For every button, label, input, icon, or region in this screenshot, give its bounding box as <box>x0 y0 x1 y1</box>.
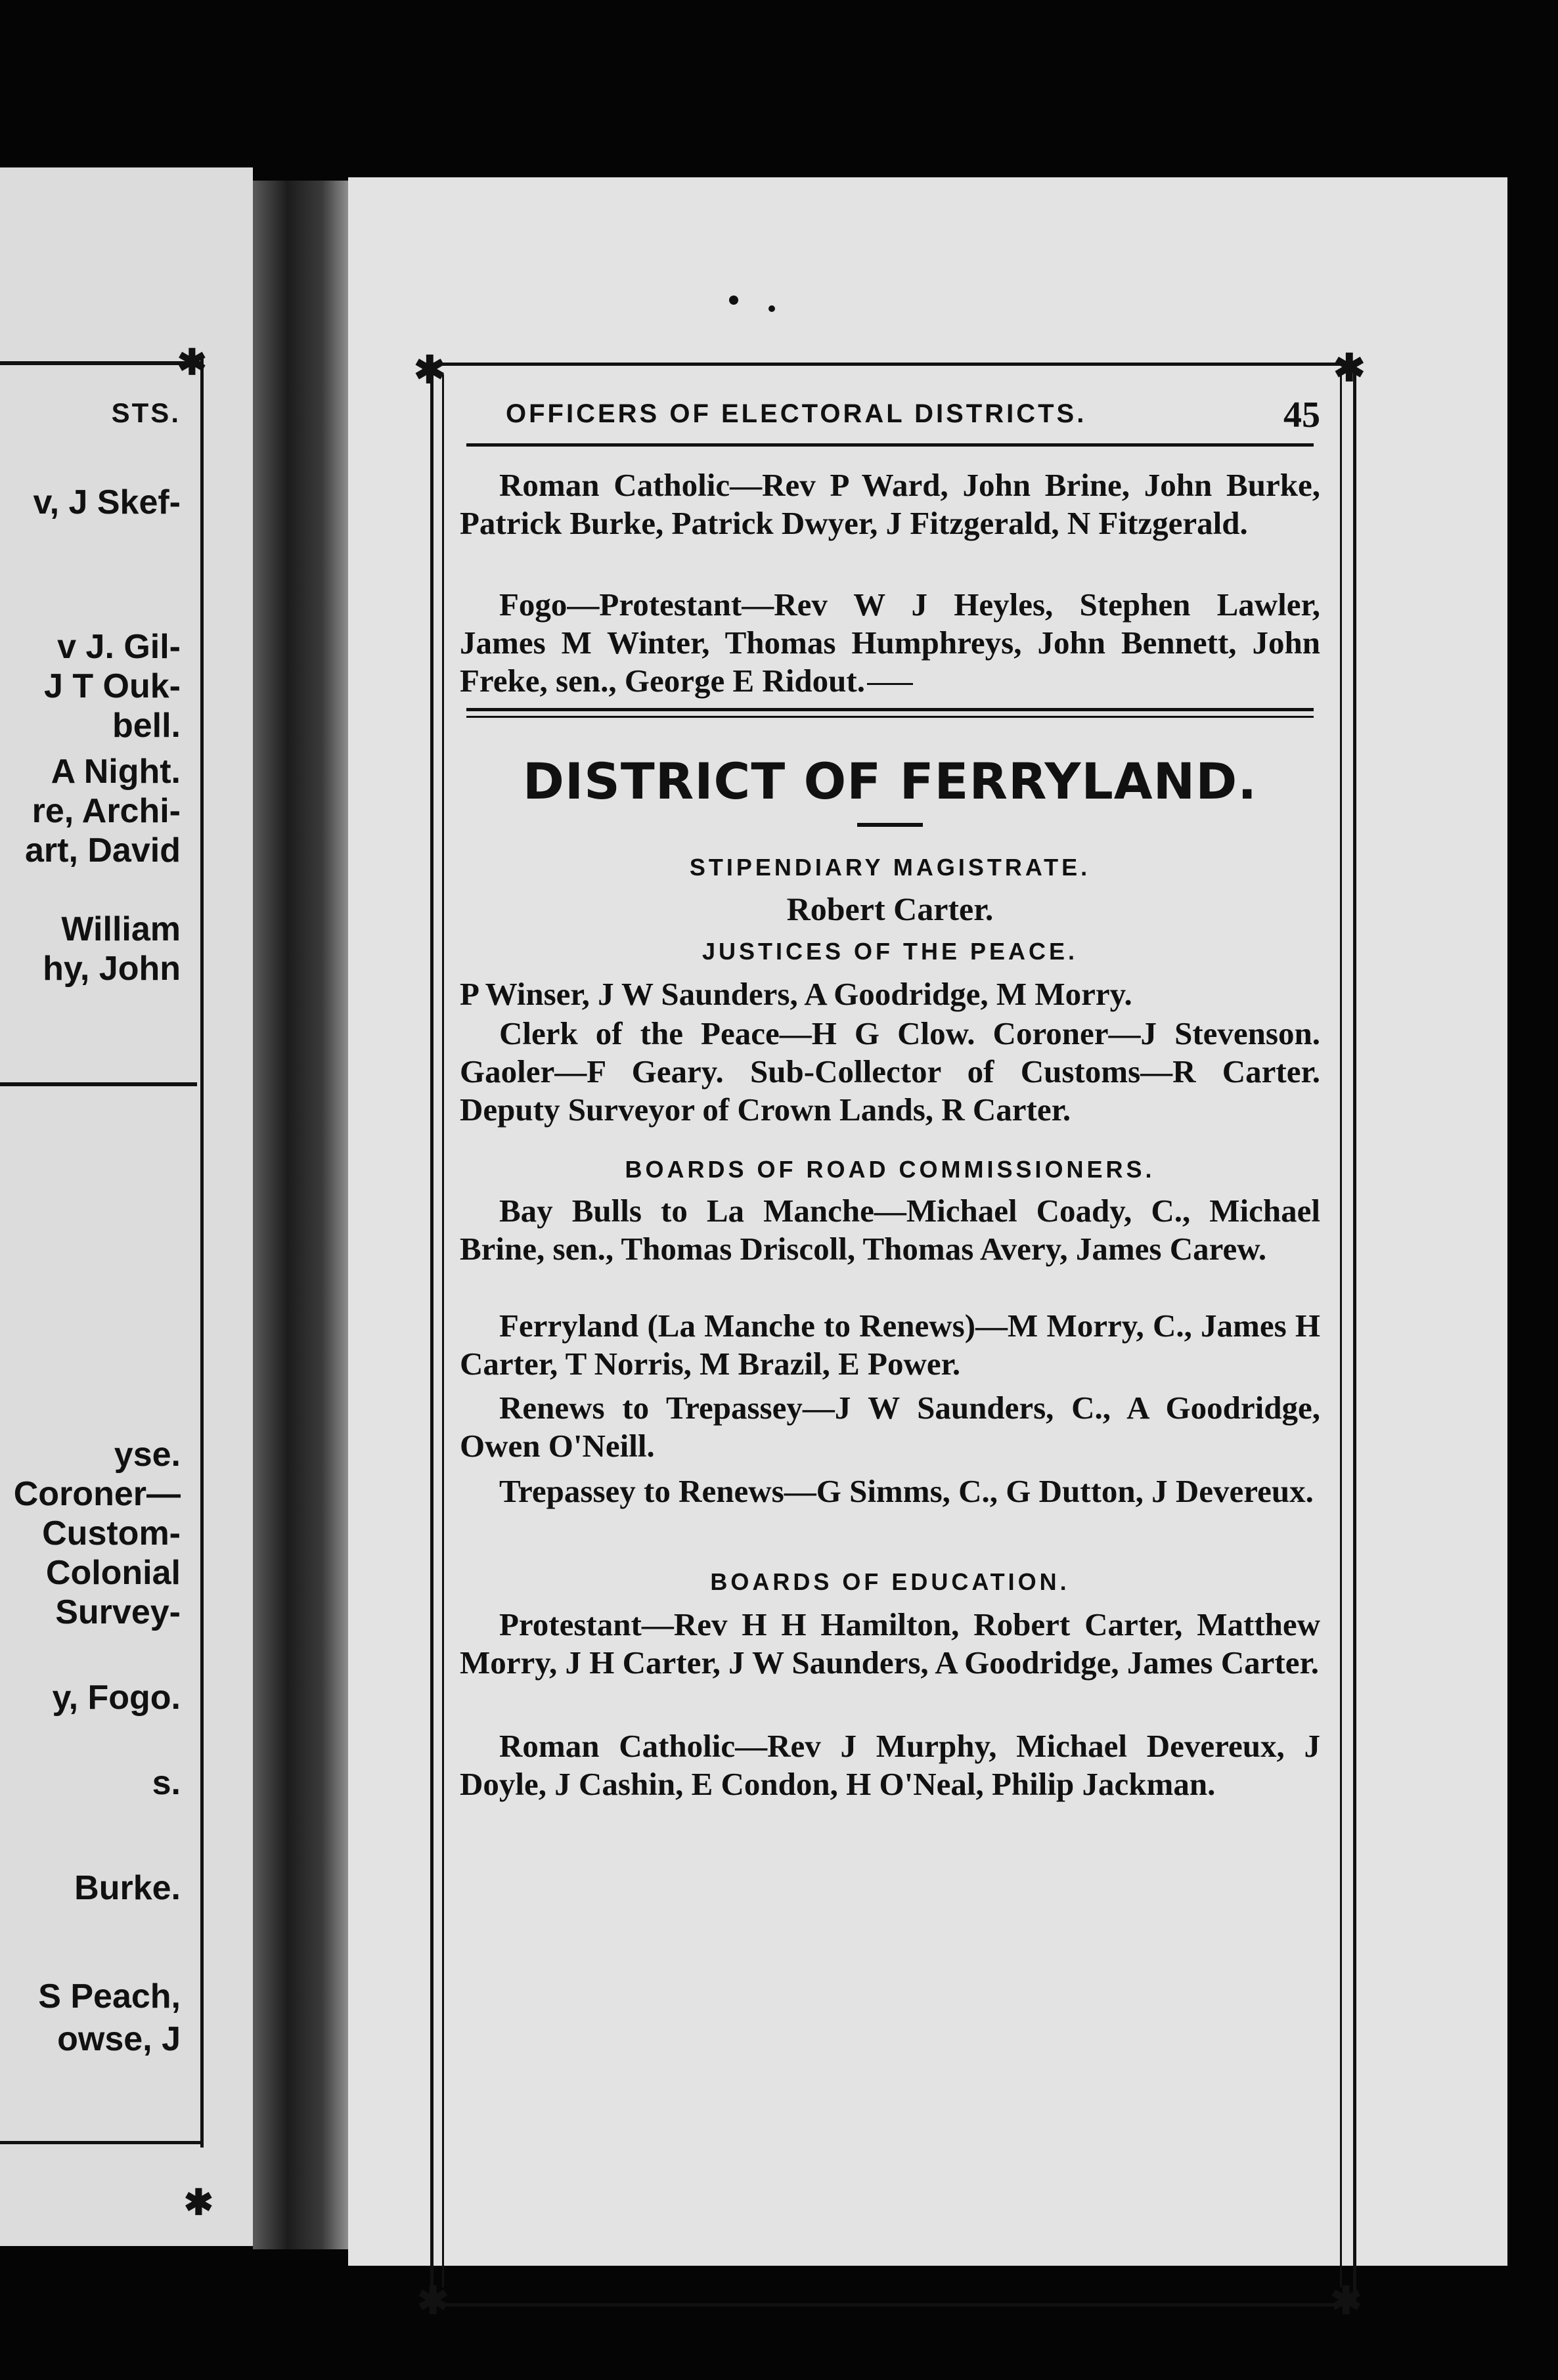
justices-list: P Winser, J W Saunders, A Goodridge, M Morry. <box>460 976 1132 1012</box>
separator-rule <box>867 683 913 685</box>
previous-page-line: Colonial <box>45 1554 181 1592</box>
district-officers: Clerk of the Peace—H G Clow. Coroner—J Stevenson. Gaoler—F Geary. Sub-Collector of Customs—R Carter. Deputy Surveyor of Crown Lands, R Carter. <box>460 1015 1320 1128</box>
previous-page-line: bell. <box>112 707 181 745</box>
title-rule <box>857 823 923 827</box>
binding-gutter <box>253 181 351 2249</box>
page-number: 45 <box>1283 395 1320 435</box>
ink-speck <box>729 296 738 305</box>
corner-ornament: ✱ <box>1333 347 1366 389</box>
stipendiary-heading: STIPENDIARY MAGISTRATE. <box>689 854 1091 881</box>
running-head-title: OFFICERS OF ELECTORAL DISTRICTS. <box>506 399 1087 428</box>
education-heading: BOARDS OF EDUCATION. <box>710 1568 1070 1595</box>
previous-page-line: Coroner— <box>13 1475 181 1513</box>
header-rule <box>466 443 1314 447</box>
previous-page-fragment <box>0 167 253 2246</box>
corner-ornament: ✱ <box>183 2183 213 2222</box>
section-rule-thin <box>466 716 1314 718</box>
road-board-entry: Bay Bulls to La Manche—Michael Coady, C., Michael Brine, sen., Thomas Driscoll, Thomas Avery, James Carew. <box>460 1193 1320 1267</box>
previous-page-line: Survey- <box>55 1593 181 1631</box>
corner-ornament: ✱ <box>1330 2280 1362 2322</box>
corner-ornament: ✱ <box>417 2280 449 2322</box>
roman-catholic-board-continued: Roman Catholic—Rev P Ward, John Brine, John Burke, Patrick Burke, Patrick Dwyer, J Fitzgerald, N Fitzgerald. <box>460 467 1320 541</box>
previous-page-header-fragment: STS. <box>111 397 181 428</box>
district-title: DISTRICT OF FERRYLAND. <box>522 752 1258 810</box>
previous-page-line: v, J Skef- <box>33 483 181 521</box>
education-board-entry: Roman Catholic—Rev J Murphy, Michael Devereux, J Doyle, J Cashin, E Condon, H O'Neal, Philip Jackman. <box>460 1728 1320 1802</box>
previous-page-line: hy, John <box>43 950 181 988</box>
previous-page-line: s. <box>152 1764 181 1802</box>
education-board-entry: Protestant—Rev H H Hamilton, Robert Carter, Matthew Morry, J H Carter, J W Saunders, A Goodridge, James Carter. <box>460 1606 1320 1681</box>
previous-page-line: A Night. <box>51 753 181 791</box>
stipendiary-magistrate-name: Robert Carter. <box>786 891 994 927</box>
previous-page-line: Custom- <box>42 1514 181 1553</box>
previous-page-line: re, Archi- <box>32 792 181 830</box>
running-head <box>447 394 1333 440</box>
previous-page-line: art, David <box>25 831 181 870</box>
previous-page-top-rule <box>0 361 204 365</box>
road-board-entry: Trepassey to Renews—G Simms, C., G Dutton, J Devereux. <box>499 1473 1314 1509</box>
previous-page-bottom-rule <box>0 2141 204 2144</box>
previous-page-frame-rule <box>200 355 204 2148</box>
previous-page-line: S Peach, <box>38 1977 181 2016</box>
corner-ornament: ✱ <box>414 349 446 391</box>
road-board-entry: Renews to Trepassey—J W Saunders, C., A Goodridge, Owen O'Neill. <box>460 1390 1320 1464</box>
fogo-protestant-board: Fogo—Protestant—Rev W J Heyles, Stephen Lawler, James M Winter, Thomas Humphreys, John Bennett, John Freke, sen., George E Ridout. <box>460 586 1320 699</box>
corner-ornament: ✱ <box>177 343 207 382</box>
previous-page-line: owse, J <box>57 2020 181 2058</box>
page-45 <box>348 177 1507 2322</box>
road-commissioners-heading: BOARDS OF ROAD COMMISSIONERS. <box>625 1156 1155 1183</box>
previous-page-section-rule <box>0 1082 197 1086</box>
previous-page-line: J T Ouk- <box>43 667 181 705</box>
ink-speck <box>768 305 775 312</box>
previous-page-line: y, Fogo. <box>52 1679 181 1717</box>
previous-page-line: Burke. <box>74 1869 181 1907</box>
road-board-entry: Ferryland (La Manche to Renews)—M Morry, C., James H Carter, T Norris, M Brazil, E Power. <box>460 1308 1320 1382</box>
previous-page-line: William <box>61 910 181 948</box>
previous-page-line: yse. <box>114 1436 181 1474</box>
previous-page-line: v J. Gil- <box>57 628 181 666</box>
justices-heading: JUSTICES OF THE PEACE. <box>701 938 1079 965</box>
section-rule <box>466 708 1314 711</box>
